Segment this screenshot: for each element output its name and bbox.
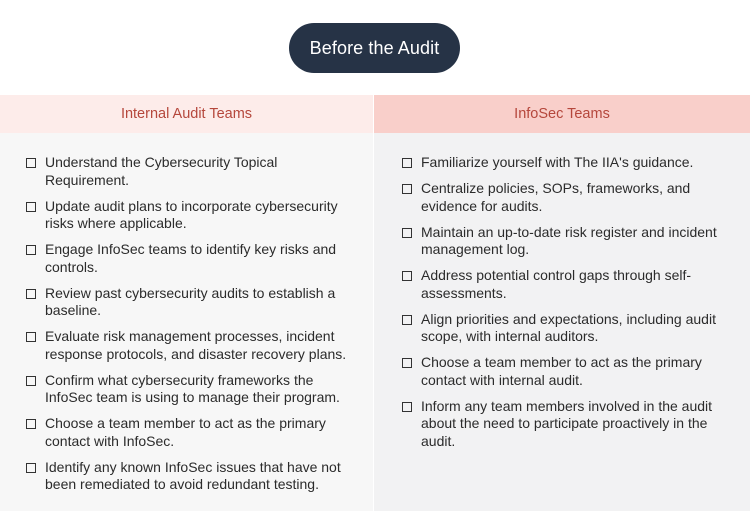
checklist-item [26, 372, 361, 407]
checkbox-icon[interactable] [26, 463, 36, 473]
checklist-item [26, 198, 361, 233]
checkbox-icon[interactable] [402, 358, 412, 368]
internal-audit-checklist [0, 133, 373, 494]
checkbox-icon[interactable] [26, 158, 36, 168]
checkbox-icon[interactable] [402, 271, 412, 281]
checklist-item [26, 241, 361, 276]
checkbox-icon[interactable] [402, 228, 412, 238]
checklist-item [402, 398, 738, 451]
checklist-item [26, 328, 361, 363]
checklist-item [402, 267, 738, 302]
checklist-item [402, 311, 738, 346]
checkbox-icon[interactable] [402, 402, 412, 412]
checklist-item-text: Update audit plans to incorporate cybersecurity risks where applicable. [45, 197, 338, 231]
checkbox-icon[interactable] [402, 184, 412, 194]
internal-audit-header: Internal Audit Teams [0, 95, 373, 133]
checkbox-icon[interactable] [26, 419, 36, 429]
checklist-item-text: Inform any team members involved in the audit about the need to participate proactively in the audit. [421, 397, 713, 449]
checklist-item-text: Evaluate risk management processes, incident response protocols, and disaster recovery plans. [45, 328, 347, 362]
checkbox-icon[interactable] [26, 202, 36, 212]
checklist-item-text: Confirm what cybersecurity frameworks the InfoSec team is using to manage their program. [45, 371, 340, 405]
checklist-item [402, 180, 738, 215]
checklist-item-text: Review past cybersecurity audits to establish a baseline. [45, 284, 336, 318]
checkbox-icon[interactable] [26, 376, 36, 386]
checklist-item-text: Align priorities and expectations, including audit scope, with internal auditors. [421, 310, 716, 344]
checklist-item-text: Identify any known InfoSec issues that have not been remediated to avoid redundant testing. [45, 458, 341, 492]
checklist-item-text: Choose a team member to act as the primary contact with internal audit. [421, 354, 702, 388]
infosec-column [373, 95, 750, 511]
checklist-item-text: Familiarize yourself with The IIA's guidance. [421, 154, 694, 170]
checkbox-icon[interactable] [26, 332, 36, 342]
checklist-item [402, 154, 738, 172]
checkbox-icon[interactable] [402, 158, 412, 168]
checklist-item [26, 459, 361, 494]
checklist-item [26, 285, 361, 320]
checklist-item-text: Choose a team member to act as the primary contact with InfoSec. [45, 415, 326, 449]
checklist-item [26, 415, 361, 450]
page-title: Before the Audit [289, 23, 460, 73]
checklist-item-text: Engage InfoSec teams to identify key risks and controls. [45, 241, 337, 275]
checklist-item-text: Centralize policies, SOPs, frameworks, and evidence for audits. [421, 180, 691, 214]
checkbox-icon[interactable] [26, 289, 36, 299]
checklist-item-text: Maintain an up-to-date risk register and incident management log. [421, 223, 717, 257]
checkbox-icon[interactable] [402, 315, 412, 325]
checklist-columns [0, 95, 750, 511]
checklist-item [26, 154, 361, 189]
internal-audit-column [0, 95, 373, 511]
checkbox-icon[interactable] [26, 245, 36, 255]
infosec-checklist [374, 133, 750, 450]
checklist-item [402, 224, 738, 259]
infosec-header: InfoSec Teams [374, 95, 750, 133]
checklist-item-text: Understand the Cybersecurity Topical Requirement. [45, 154, 278, 188]
checklist-item-text: Address potential control gaps through self-assessments. [421, 267, 692, 301]
checklist-item [402, 354, 738, 389]
